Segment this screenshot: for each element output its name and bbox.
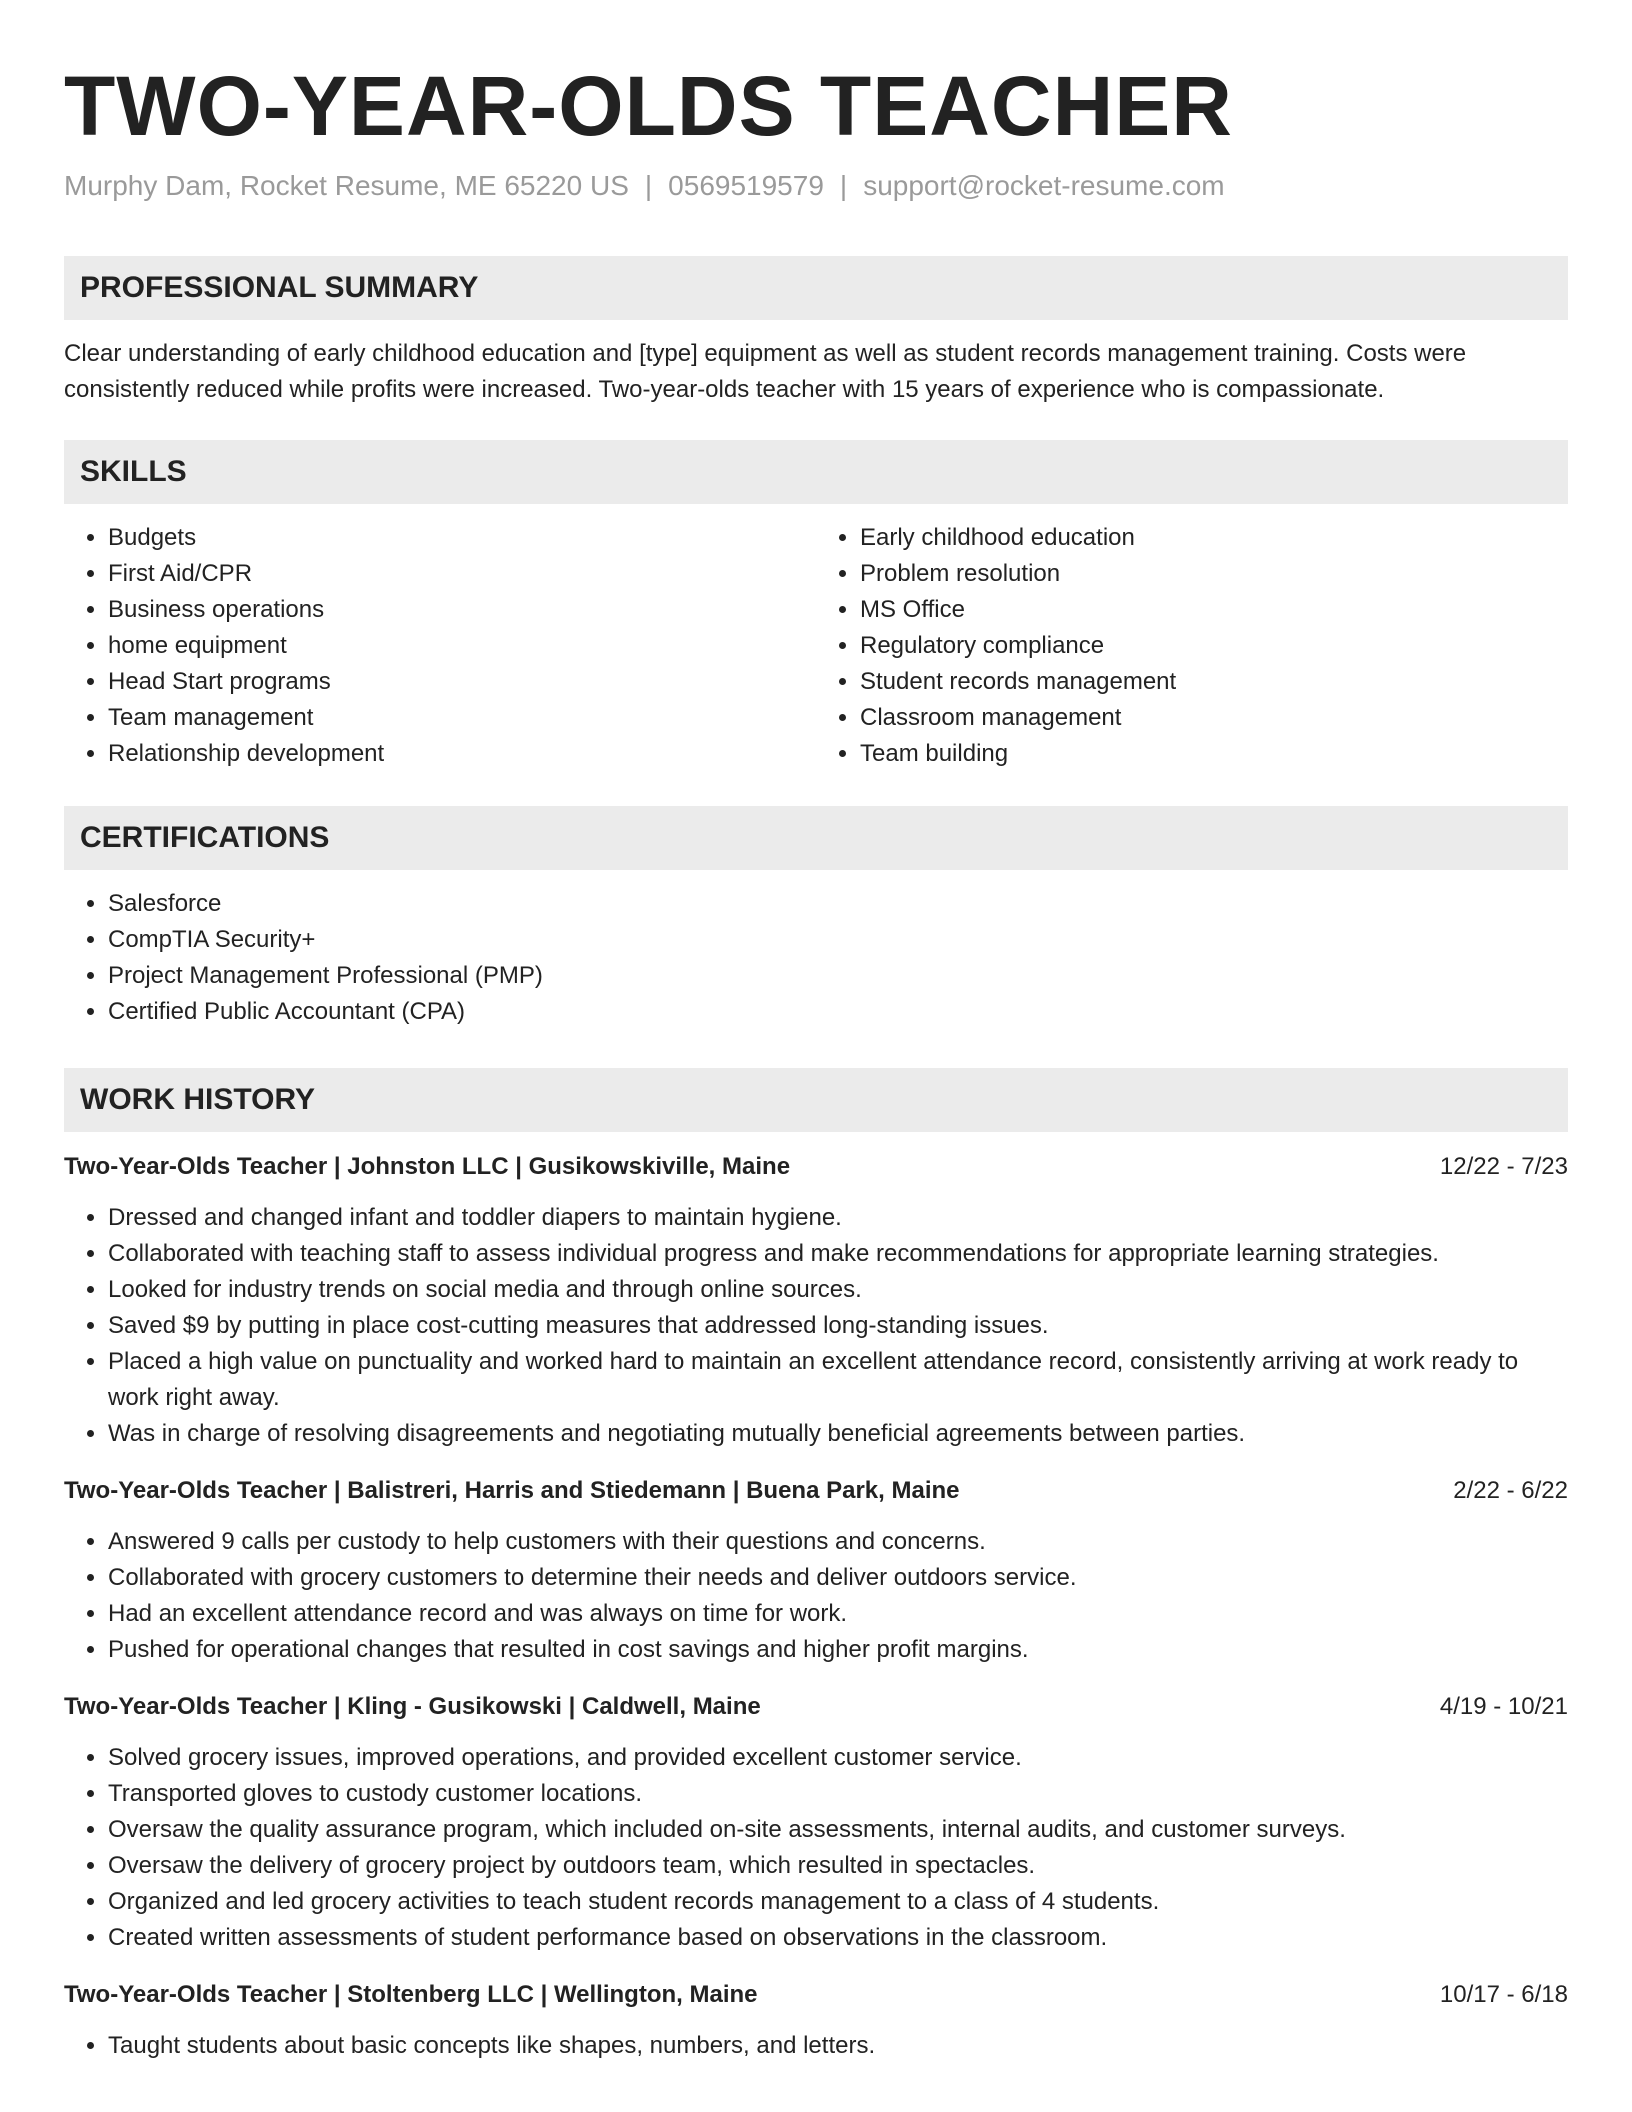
certification-item: • CompTIA Security+ xyxy=(108,922,1568,958)
contact-phone: 0569519579 xyxy=(668,170,824,201)
section-header-summary: PROFESSIONAL SUMMARY xyxy=(64,256,1568,320)
job-bullet: • Collaborated with teaching staff to assess individual progress and make recommendations for appropriate learning strategies. xyxy=(108,1236,1568,1272)
job-bullet: • Created written assessments of student performance based on observations in the classroom. xyxy=(108,1920,1568,1956)
job-bullet: • Organized and led grocery activities to teach student records management to a class of 4 students. xyxy=(108,1884,1568,1920)
job-bullets xyxy=(64,1200,1568,1452)
job-bullets xyxy=(64,1524,1568,1668)
job-entry xyxy=(64,1150,1568,1452)
skill-item: • home equipment xyxy=(108,628,816,664)
section-header-skills: SKILLS xyxy=(64,440,1568,504)
job-bullet: • Oversaw the delivery of grocery project by outdoors team, which resulted in spectacles. xyxy=(108,1848,1568,1884)
certification-item: • Project Management Professional (PMP) xyxy=(108,958,1568,994)
job-bullet: • Answered 9 calls per custody to help customers with their questions and concerns. xyxy=(108,1524,1568,1560)
skill-item: • Problem resolution xyxy=(860,556,1568,592)
job-dates: 4/19 - 10/21 xyxy=(1439,1693,1568,1720)
contact-line xyxy=(64,168,1568,204)
job-header xyxy=(64,1978,1568,2012)
contact-separator: | xyxy=(644,170,653,201)
contact-separator: | xyxy=(839,170,848,201)
job-bullet: • Pushed for operational changes that resulted in cost savings and higher profit margins. xyxy=(108,1632,1568,1668)
job-title: Two-Year-Olds Teacher | Stoltenberg LLC | Wellington, Maine xyxy=(64,1981,758,2008)
skill-item: • Business operations xyxy=(108,592,816,628)
job-dates: 12/22 - 7/23 xyxy=(1439,1153,1568,1180)
job-bullet: • Solved grocery issues, improved operations, and provided excellent customer service. xyxy=(108,1740,1568,1776)
skill-item: • MS Office xyxy=(860,592,1568,628)
job-bullet: • Collaborated with grocery customers to determine their needs and deliver outdoors service. xyxy=(108,1560,1568,1596)
job-bullet: • Had an excellent attendance record and was always on time for work. xyxy=(108,1596,1568,1632)
job-header xyxy=(64,1150,1568,1184)
certification-item: • Certified Public Accountant (CPA) xyxy=(108,994,1568,1030)
job-bullets xyxy=(64,1740,1568,1956)
skill-item: • Relationship development xyxy=(108,736,816,772)
skill-item: • Classroom management xyxy=(860,700,1568,736)
job-bullet: • Placed a high value on punctuality and worked hard to maintain an excellent attendance record, consistently arriving at work ready to work right away. xyxy=(108,1344,1568,1416)
job-title: Two-Year-Olds Teacher | Balistreri, Harris and Stiedemann | Buena Park, Maine xyxy=(64,1477,960,1504)
job-dates: 10/17 - 6/18 xyxy=(1439,1981,1568,2008)
job-entry xyxy=(64,1474,1568,1668)
job-dates: 2/22 - 6/22 xyxy=(1453,1477,1568,1504)
job-header xyxy=(64,1474,1568,1508)
skill-item: • Early childhood education xyxy=(860,520,1568,556)
skills-columns xyxy=(64,520,1568,772)
skills-list-left xyxy=(64,520,816,772)
skill-item: • Head Start programs xyxy=(108,664,816,700)
skill-item: • Regulatory compliance xyxy=(860,628,1568,664)
job-entry xyxy=(64,1690,1568,1956)
job-bullet: • Dressed and changed infant and toddler diapers to maintain hygiene. xyxy=(108,1200,1568,1236)
skill-item: • Budgets xyxy=(108,520,816,556)
job-entry xyxy=(64,1978,1568,2064)
job-bullet: • Saved $9 by putting in place cost-cutting measures that addressed long-standing issues. xyxy=(108,1308,1568,1344)
certification-item: • Salesforce xyxy=(108,886,1568,922)
skill-item: • Team management xyxy=(108,700,816,736)
skill-item: • Team building xyxy=(860,736,1568,772)
job-header xyxy=(64,1690,1568,1724)
job-bullet: • Transported gloves to custody customer locations. xyxy=(108,1776,1568,1812)
contact-email: support@rocket-resume.com xyxy=(863,170,1225,201)
job-bullet: • Was in charge of resolving disagreements and negotiating mutually beneficial agreements between parties. xyxy=(108,1416,1568,1452)
work-history xyxy=(64,1150,1568,2064)
section-header-certifications: CERTIFICATIONS xyxy=(64,806,1568,870)
job-bullets xyxy=(64,2028,1568,2064)
section-header-work-history: WORK HISTORY xyxy=(64,1068,1568,1132)
job-bullet: • Taught students about basic concepts like shapes, numbers, and letters. xyxy=(108,2028,1568,2064)
skill-item: • Student records management xyxy=(860,664,1568,700)
job-bullet: • Oversaw the quality assurance program, which included on-site assessments, internal audits, and customer surveys. xyxy=(108,1812,1568,1848)
job-title: Two-Year-Olds Teacher | Kling - Gusikowski | Caldwell, Maine xyxy=(64,1693,761,1720)
skill-item: • First Aid/CPR xyxy=(108,556,816,592)
skills-list-right xyxy=(816,520,1568,772)
job-bullet: • Looked for industry trends on social media and through online sources. xyxy=(108,1272,1568,1308)
certifications-list xyxy=(64,886,1568,1030)
summary-text: Clear understanding of early childhood education and [type] equipment as well as student records management training. Costs were consistently reduced while profits were increased. Two-year-olds teacher with 15 years of experience who is compassionate. xyxy=(64,340,1467,403)
contact-address: Murphy Dam, Rocket Resume, ME 65220 US xyxy=(64,170,629,201)
job-title: Two-Year-Olds Teacher | Johnston LLC | Gusikowskiville, Maine xyxy=(64,1153,791,1180)
resume-title: TWO-YEAR-OLDS TEACHER xyxy=(64,59,1233,153)
